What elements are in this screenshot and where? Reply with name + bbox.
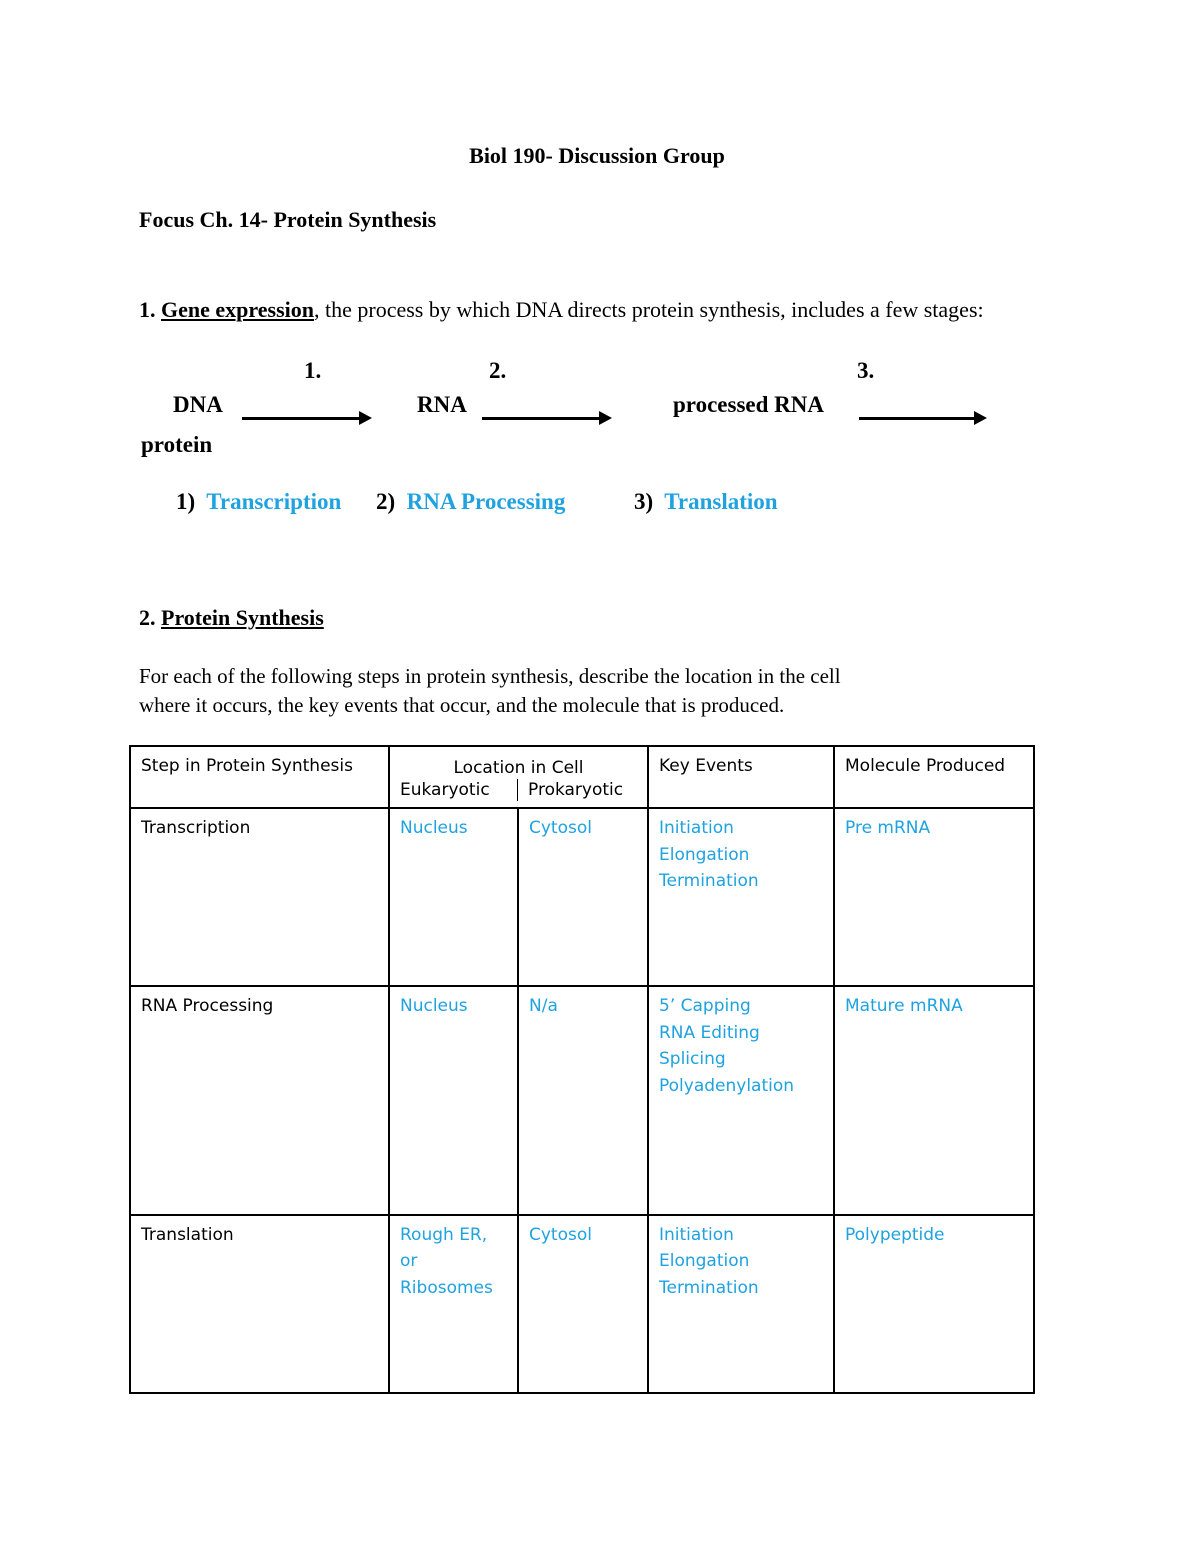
row-2-event-1: 5’ Capping (659, 996, 751, 1017)
header-location-title: Location in Cell (453, 758, 584, 778)
row-3-event-3: Termination (659, 1277, 759, 1298)
row-1-event-1: Initiation (659, 818, 734, 838)
row-3-prokaryotic (518, 1215, 648, 1393)
question-2-number: 2. (139, 605, 156, 630)
row-3-event-2: Elongation (659, 1251, 750, 1272)
header-location-sub (400, 779, 637, 801)
header-location (389, 746, 648, 808)
answer-1-label: 1) (176, 489, 196, 514)
question-2 (139, 605, 324, 631)
answer-3-value: Translation (664, 489, 778, 514)
row-3-prokaryotic-line-1: Cytosol (529, 1224, 592, 1245)
row-3-eukaryotic-line-2: or (400, 1251, 418, 1272)
answer-2-label: 2) (376, 489, 396, 514)
header-step: Step in Protein Synthesis (130, 746, 389, 808)
header-prokaryotic: Prokaryotic (517, 779, 623, 801)
arrow-3 (859, 417, 975, 420)
row-3-molecule: Polypeptide (834, 1215, 1034, 1393)
row-1-step: Transcription (130, 808, 389, 986)
stage-number-2: 2. (489, 358, 507, 383)
question-1-number: 1. (139, 297, 156, 322)
table-row (130, 986, 1034, 1215)
table-row (130, 1215, 1034, 1393)
page-title: Biol 190- Discussion Group (469, 143, 725, 168)
row-1-molecule: Pre mRNA (834, 808, 1034, 986)
question-1-text: , the process by which DNA directs protein synthesis, includes a few stages: (313, 297, 984, 322)
row-3-events (648, 1215, 834, 1393)
answer-1-value: Transcription (206, 489, 342, 514)
row-2-prokaryotic (518, 986, 648, 1215)
question-2-term: Protein Synthesis (161, 605, 324, 630)
row-3-eukaryotic-line-3: Ribosomes (400, 1277, 493, 1298)
header-molecule: Molecule Produced (834, 746, 1034, 808)
row-2-prokaryotic-line-1: N/a (529, 996, 558, 1017)
protein-synthesis-table (129, 745, 1035, 1394)
row-3-step: Translation (130, 1215, 389, 1393)
stage-number-3: 3. (857, 358, 875, 383)
answer-3-label: 3) (634, 489, 654, 514)
row-2-event-4: Polyadenylation (659, 1075, 795, 1096)
row-1-prokaryotic (518, 808, 648, 986)
question-1-term: Gene expression (161, 297, 314, 322)
row-1-events (648, 808, 834, 986)
molecule-dna: DNA (173, 392, 223, 417)
stage-number-1: 1. (304, 358, 322, 383)
answer-2-value: RNA Processing (406, 489, 566, 514)
row-2-event-3: Splicing (659, 1049, 726, 1070)
row-1-prokaryotic-line-1: Cytosol (529, 818, 592, 838)
row-2-eukaryotic (389, 986, 518, 1215)
intro-line-2: where it occurs, the key events that occur, and the molecule that is produced. (139, 693, 785, 717)
answer-2 (376, 489, 565, 515)
table-row (130, 808, 1034, 986)
row-3-event-1: Initiation (659, 1224, 734, 1245)
row-1-event-3: Termination (659, 871, 759, 891)
row-1-eukaryotic (389, 808, 518, 986)
row-1-eukaryotic-line-1: Nucleus (400, 818, 468, 838)
focus-heading: Focus Ch. 14- Protein Synthesis (139, 207, 437, 232)
header-events: Key Events (648, 746, 834, 808)
arrow-2 (482, 417, 600, 420)
answer-3 (634, 489, 778, 515)
row-1-event-2: Elongation (659, 844, 750, 865)
molecule-protein: protein (141, 432, 213, 457)
question-2-intro (139, 662, 1039, 720)
question-1 (139, 297, 984, 323)
row-2-step: RNA Processing (130, 986, 389, 1215)
row-3-eukaryotic-line-1: Rough ER, (400, 1224, 488, 1245)
row-2-events (648, 986, 834, 1215)
row-3-eukaryotic (389, 1215, 518, 1393)
molecule-processed-rna: processed RNA (673, 392, 824, 417)
intro-line-1: For each of the following steps in protein synthesis, describe the location in the cell (139, 664, 841, 688)
molecule-rna: RNA (417, 392, 467, 417)
row-2-molecule: Mature mRNA (834, 986, 1034, 1215)
table-header-row (130, 746, 1034, 808)
header-eukaryotic: Eukaryotic (400, 780, 490, 800)
row-2-event-2: RNA Editing (659, 1022, 760, 1043)
arrow-1 (242, 417, 360, 420)
answer-1 (176, 489, 341, 515)
row-2-eukaryotic-line-1: Nucleus (400, 996, 468, 1017)
